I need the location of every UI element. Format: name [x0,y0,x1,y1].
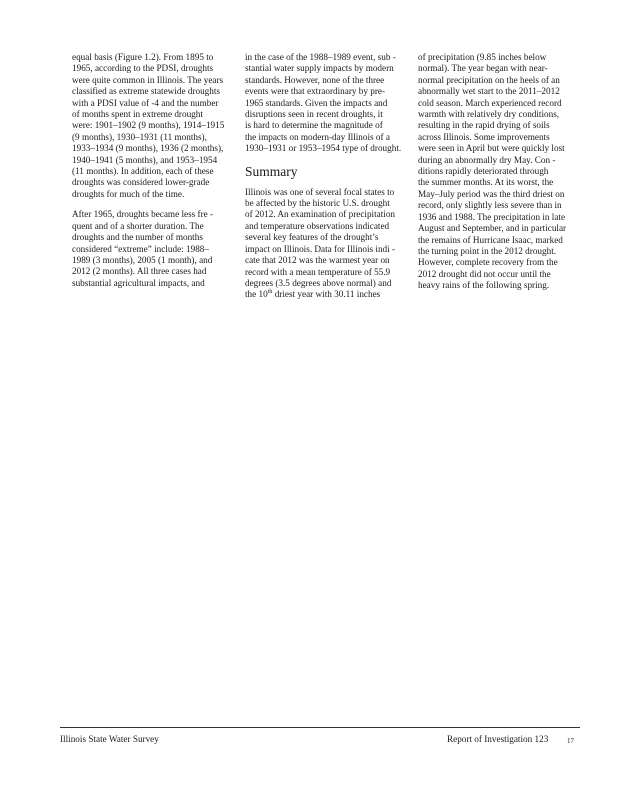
text-line: cate that 2012 was the warmest year on [245,255,390,266]
text-line: August and September, and in particular [418,223,567,234]
text-line: ditions rapidly deteriorated through [418,166,549,177]
text-line: the summer months. At its worst, the [418,177,554,188]
paragraph [72,209,228,289]
text-line: 1940–1941 (5 months), and 1953–1954 [72,154,218,165]
text-line: substantial agricultural impacts, and [72,277,205,288]
text-line: heavy rains of the following spring. [418,280,550,291]
text-line: May–July period was the third driest on [418,188,565,199]
footer-publisher: Illinois State Water Survey [60,734,159,744]
text-line: 1936 and 1988. The precipitation in late [418,211,566,222]
paragraph [418,52,574,292]
text-line: warmth with relatively dry conditions, [418,109,560,120]
text-line: (11 months). In addition, each of these [72,166,214,177]
text-line: 1933–1934 (9 months), 1936 (2 months), [72,143,224,154]
text-line: droughts and the number of months [72,232,203,243]
text-line: 1965 standards. Given the impacts and [245,97,388,108]
text-line: After 1965, droughts became less fre - [72,209,214,220]
text-line: record with a mean temperature of 55.9 [245,266,391,277]
text-line: were: 1901–1902 (9 months), 1914–1915 [72,120,225,131]
text-line: 2012 (2 months). All three cases had [72,266,207,277]
text-line: impact on Illinois. Data for Illinois indi - [245,243,396,254]
text-line: abnormally wet start to the 2011–2012 [418,86,560,97]
text-line: is hard to determine the magnitude of [245,120,383,131]
text-line: 2012 drought did not occur until the [418,268,551,279]
text-line: standards. However, none of the three [245,74,385,85]
text-line: the turning point in the 2012 drought. [418,245,557,256]
text-line: and temperature observations indicated [245,220,390,231]
text-line: of precipitation (9.85 inches below [418,52,547,62]
section-heading: Summary [245,163,298,179]
text-line: the impacts on modern-day Illinois of a [245,131,390,142]
text-line: 1989 (3 months), 2005 (1 month), and [72,254,213,265]
text-column-1 [72,52,228,298]
text-line: normal precipitation on the heels of an [418,74,560,85]
text-line: normal). The year began with near- [418,63,548,74]
text-line: in the case of the 1988–1989 event, sub - [245,52,396,62]
footer-report-title: Report of Investigation 123 [447,734,549,744]
text-column-3 [418,52,574,301]
text-line: classified as extreme statewide droughts [72,86,220,97]
paragraph [245,187,401,301]
text-line: during an abnormally dry May. Con - [418,154,556,165]
text-line: across Illinois. Some improvements [418,131,550,142]
text-line: several key features of the drought’s [245,232,379,243]
text-line: equal basis (Figure 1.2). From 1895 to [72,52,214,62]
text-line: of months spent in extreme drought [72,109,203,120]
text-line: Illinois was one of several focal states to [245,186,395,197]
text-line: resulting in the rapid drying of soils [418,120,550,131]
text-line: cold season. March experienced record [418,97,562,108]
text-line: the 10th driest year with 30.11 inches [245,289,381,300]
text-line: droughts for much of the time. [72,188,185,199]
ordinal-suffix: th [267,289,273,296]
text-column-2 [245,52,401,310]
text-line: disruptions seen in recent droughts, it [245,109,383,120]
text-line: of 2012. An examination of precipitation [245,209,396,220]
text-line: droughts was considered lower-grade [72,177,210,188]
page-number: 17 [567,737,574,745]
text-line: stantial water supply impacts by modern [245,63,394,74]
text-line: (9 months), 1930–1931 (11 months), [72,131,207,142]
text-line: with a PDSI value of -4 and the number [72,97,219,108]
text-line: events were that extraordinary by pre- [245,86,386,97]
footer-rule [60,727,580,728]
text-line: degrees (3.5 degrees above normal) and [245,277,392,288]
text-line: record, only slightly less severe than in [418,200,562,211]
text-line: were quite common in Illinois. The years [72,74,224,85]
text-line: quent and of a shorter duration. The [72,220,204,231]
text-line: However, complete recovery from the [418,257,558,268]
text-line: be affected by the historic U.S. drought [245,198,390,209]
paragraph [245,52,401,155]
text-line: considered “extreme” include: 1988– [72,243,209,254]
text-line: the remains of Hurricane Isaac, marked [418,234,563,245]
text-line: 1965, according to the PDSI, droughts [72,63,214,74]
text-line: 1930–1931 or 1953–1954 type of drought. [245,143,402,154]
text-line: were seen in April but were quickly lost [418,143,565,154]
paragraph [72,52,228,200]
